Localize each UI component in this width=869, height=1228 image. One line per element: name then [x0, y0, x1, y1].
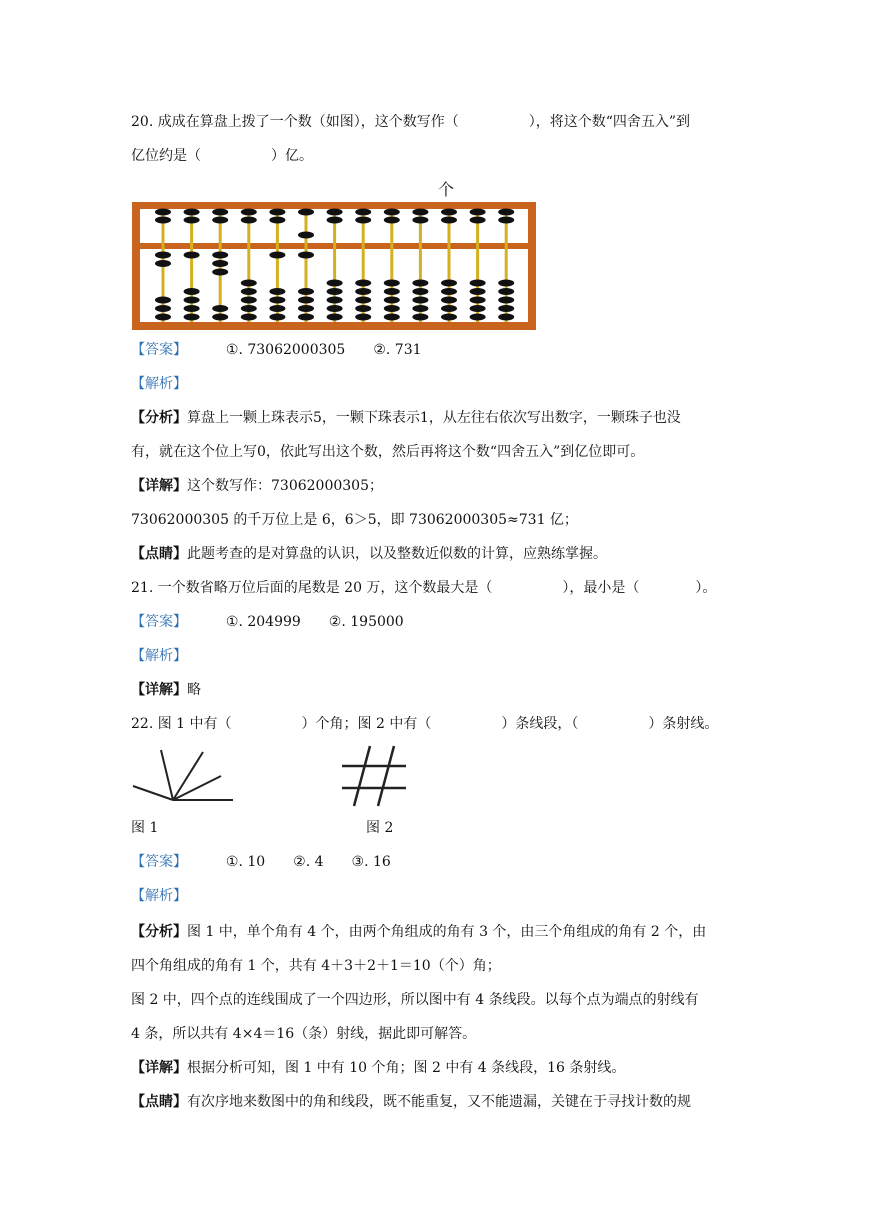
q22-jiexi-tag: 【解析】	[131, 888, 187, 904]
abacus-lower-bead	[212, 260, 228, 267]
abacus-lower-bead	[384, 305, 400, 312]
abacus-lower-bead	[155, 314, 171, 321]
q22-answer: ①. 10 ②. 4 ③. 16	[225, 854, 391, 870]
q22-question-line: 22. 图 1 中有（ ）个角；图 2 中有（ ）条线段，（ ）条射线。	[131, 716, 719, 732]
q20-answer: ①. 73062000305 ②. 731	[225, 342, 422, 358]
abacus-lower-bead	[470, 297, 486, 304]
abacus-lower-bead	[355, 297, 371, 304]
abacus-lower-bead	[355, 288, 371, 295]
abacus-upper-bead	[355, 209, 371, 216]
q20-fenxi-tag: 【分析】	[131, 410, 187, 426]
abacus-lower-bead	[155, 252, 171, 259]
q21-jiexi-tag: 【解析】	[131, 648, 187, 664]
abacus-lower-bead	[241, 288, 257, 295]
q20-answer-line	[131, 340, 422, 360]
abacus-lower-bead	[269, 288, 285, 295]
abacus-lower-bead	[498, 280, 514, 287]
q22-fenxi-line1	[131, 922, 706, 942]
abacus-lower-bead	[327, 305, 343, 312]
abacus-lower-bead	[212, 252, 228, 259]
q20-xiangjie-line1	[131, 476, 383, 496]
abacus-lower-bead	[412, 280, 428, 287]
abacus-lower-bead	[384, 314, 400, 321]
abacus-upper-bead	[155, 209, 171, 216]
abacus-lower-bead	[241, 305, 257, 312]
abacus-lower-bead	[384, 297, 400, 304]
abacus-upper-bead	[441, 209, 457, 216]
q21-xiangjie-tag: 【详解】	[131, 682, 187, 698]
q20-fenxi-text1: 算盘上一颗上珠表示5，一颗下珠表示1，从左往右依次写出数字，一颗珠子也没	[187, 410, 681, 426]
abacus-upper-bead	[327, 217, 343, 224]
abacus-upper-bead	[327, 209, 343, 216]
abacus-lower-bead	[384, 280, 400, 287]
abacus-upper-bead	[298, 209, 314, 216]
abacus-lower-bead	[498, 305, 514, 312]
q22-dianjing-line	[131, 1092, 691, 1112]
abacus-upper-bead	[212, 209, 228, 216]
q20-fenxi-line2: 有，就在这个位上写0，依此写出这个数，然后再将这个数“四舍五入”到亿位即可。	[131, 444, 645, 460]
abacus-lower-bead	[184, 297, 200, 304]
fig1-label: 图 1	[131, 820, 159, 836]
abacus-lower-bead	[470, 288, 486, 295]
abacus-lower-bead	[298, 288, 314, 295]
q22-dianjing-tag: 【点睛】	[131, 1094, 187, 1110]
q20-answer-tag: 【答案】	[131, 342, 187, 358]
abacus-lower-bead	[155, 297, 171, 304]
abacus-lower-bead	[498, 297, 514, 304]
q21-xiangjie-line	[131, 680, 201, 700]
abacus-lower-bead	[498, 314, 514, 321]
abacus-upper-bead	[269, 209, 285, 216]
abacus-upper-bead	[298, 232, 314, 239]
abacus-lower-bead	[441, 288, 457, 295]
q21-answer-tag: 【答案】	[131, 614, 187, 630]
abacus-upper-bead	[498, 217, 514, 224]
q22-xiangjie-tag: 【详解】	[131, 1060, 187, 1076]
q22-xiangjie-line	[131, 1058, 625, 1078]
abacus-upper-bead	[412, 209, 428, 216]
abacus-lower-bead	[298, 252, 314, 259]
q21-answer-line	[131, 612, 404, 632]
abacus-upper-bead	[412, 217, 428, 224]
abacus-lower-bead	[412, 314, 428, 321]
abacus-lower-bead	[327, 288, 343, 295]
abacus-upper-bead	[155, 217, 171, 224]
abacus-lower-bead	[155, 305, 171, 312]
abacus-lower-bead	[184, 288, 200, 295]
abacus-lower-bead	[412, 288, 428, 295]
abacus-lower-bead	[298, 314, 314, 321]
abacus-lower-bead	[184, 305, 200, 312]
abacus-upper-bead	[184, 217, 200, 224]
abacus-upper-bead	[269, 217, 285, 224]
abacus-lower-bead	[241, 314, 257, 321]
abacus-upper-bead	[212, 217, 228, 224]
q22-dianjing-text: 有次序地来数图中的角和线段，既不能重复，又不能遗漏，关键在于寻找计数的规	[187, 1094, 691, 1110]
q22-fenxi-line4: 4 条，所以共有 4×4＝16（条）射线，据此即可解答。	[131, 1026, 477, 1042]
abacus-lower-bead	[184, 314, 200, 321]
abacus-lower-bead	[470, 280, 486, 287]
abacus-upper-bead	[241, 209, 257, 216]
fig2-line-left	[354, 746, 370, 806]
abacus-lower-bead	[412, 305, 428, 312]
abacus-lower-bead	[298, 305, 314, 312]
fig2-label: 图 2	[366, 820, 394, 836]
abacus-lower-bead	[269, 252, 285, 259]
abacus-lower-bead	[470, 314, 486, 321]
q20-xiangjie-text1: 这个数写作：73062000305；	[187, 478, 383, 494]
q20-dianjing-line	[131, 544, 607, 564]
abacus-upper-bead	[441, 217, 457, 224]
abacus-lower-bead	[355, 314, 371, 321]
q22-fenxi-line2: 四个角组成的角有 1 个，共有 4＋3＋2＋1＝10（个）角；	[131, 958, 501, 974]
abacus-lower-bead	[384, 288, 400, 295]
q20-jiexi-tag: 【解析】	[131, 376, 187, 392]
q21-answer: ①. 204999 ②. 195000	[225, 614, 404, 630]
abacus-lower-bead	[241, 297, 257, 304]
q20-xiangjie-tag: 【详解】	[131, 478, 187, 494]
q22-fenxi-text1: 图 1 中，单个角有 4 个，由两个角组成的角有 3 个，由三个角组成的角有 2 个，由	[187, 924, 707, 940]
abacus-lower-bead	[269, 305, 285, 312]
abacus-upper-bead	[470, 217, 486, 224]
abacus-lower-bead	[441, 280, 457, 287]
abacus-lower-bead	[155, 260, 171, 267]
q21-xiangjie-text: 略	[187, 682, 201, 698]
abacus-upper-bead	[498, 209, 514, 216]
abacus-upper-bead	[355, 217, 371, 224]
abacus-lower-bead	[441, 297, 457, 304]
q20-xiangjie-line2: 73062000305 的千万位上是 6，6＞5，即 73062000305≈731 亿；	[131, 512, 578, 528]
abacus-lower-bead	[269, 314, 285, 321]
q22-fenxi-tag: 【分析】	[131, 924, 187, 940]
abacus-lower-bead	[441, 314, 457, 321]
abacus-lower-bead	[212, 305, 228, 312]
q20-dianjing-tag: 【点睛】	[131, 546, 187, 562]
abacus-lower-bead	[184, 252, 200, 259]
abacus-lower-bead	[355, 280, 371, 287]
abacus-upper-bead	[241, 217, 257, 224]
q22-fenxi-line3: 图 2 中，四个点的连线围成了一个四边形，所以图中有 4 条线段。以每个点为端点的射线有	[131, 992, 699, 1008]
abacus-lower-bead	[327, 297, 343, 304]
q20-dianjing-text: 此题考查的是对算盘的认识，以及整数近似数的计算，应熟练掌握。	[187, 546, 607, 562]
abacus-lower-bead	[298, 297, 314, 304]
abacus-lower-bead	[269, 297, 285, 304]
abacus-upper-bead	[184, 209, 200, 216]
q20-question-line1: 20. 成成在算盘上拨了一个数（如图），这个数写作（ ），将这个数“四舍五入”到	[131, 114, 691, 130]
abacus-lower-bead	[327, 280, 343, 287]
figure-2-lines	[340, 744, 410, 808]
abacus-lower-bead	[441, 305, 457, 312]
fig2-line-right	[378, 746, 394, 806]
q22-answer-line	[131, 852, 391, 872]
abacus-upper-bead	[470, 209, 486, 216]
q22-answer-tag: 【答案】	[131, 854, 187, 870]
q20-fenxi-line1	[131, 408, 681, 428]
q20-question-line2: 亿位约是（ ）亿。	[131, 148, 313, 164]
fig1-ray-5	[133, 786, 173, 800]
abacus-lower-bead	[327, 314, 343, 321]
q22-xiangjie-text: 根据分析可知，图 1 中有 10 个角；图 2 中有 4 条线段，16 条射线。	[187, 1060, 626, 1076]
abacus-lower-bead	[470, 305, 486, 312]
abacus-figure	[132, 202, 536, 330]
abacus-lower-bead	[498, 288, 514, 295]
fig1-ray-4	[161, 750, 173, 800]
abacus-upper-bead	[384, 209, 400, 216]
abacus-ge-label: 个	[438, 180, 455, 199]
abacus-lower-bead	[412, 297, 428, 304]
q21-question-line: 21. 一个数省略万位后面的尾数是 20 万，这个数最大是（ ），最小是（ ）。	[131, 580, 717, 596]
abacus-upper-bead	[384, 217, 400, 224]
figure-1-angles	[131, 748, 235, 804]
abacus-lower-bead	[212, 314, 228, 321]
abacus-lower-bead	[241, 280, 257, 287]
abacus-lower-bead	[212, 269, 228, 276]
abacus-lower-bead	[355, 305, 371, 312]
